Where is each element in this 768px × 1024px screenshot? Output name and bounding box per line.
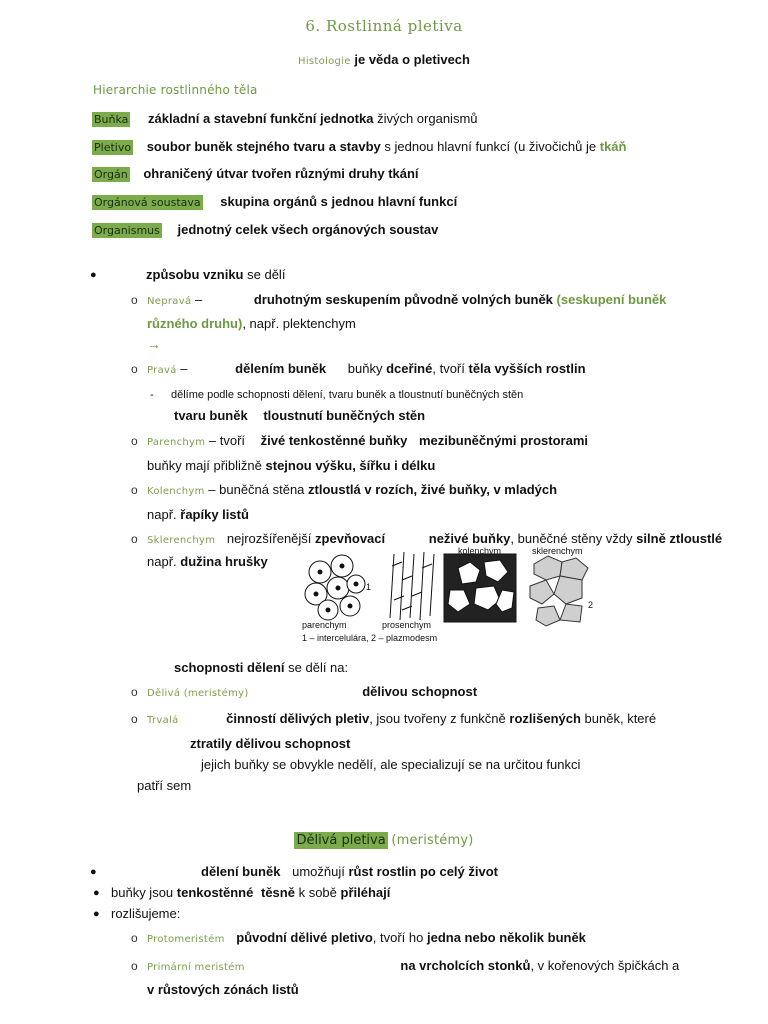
parenchym-line: [147, 433, 588, 451]
sub-bold1: tvaru buněk: [174, 408, 248, 423]
trvala-bold2: rozlišených: [509, 711, 581, 726]
label-parenchym: parenchym: [302, 620, 347, 630]
sklerenchym-normal2: , buněčné stěny vždy: [510, 531, 633, 546]
meristem-normal1: umožňují: [292, 864, 345, 879]
primar-line2: [147, 982, 299, 998]
parenchym-normal2: buňky mají přibližně: [147, 458, 262, 473]
prava-dash: –: [180, 361, 188, 376]
histologie-term: Histologie: [298, 56, 351, 67]
kolenchym-bold1: ztloustlá v rozích, živé buňky, v mladých: [308, 482, 558, 497]
delive-line: [147, 684, 477, 702]
label-kolenchym: kolenchym: [458, 546, 502, 556]
kolenchym-term: Kolenchym: [147, 486, 205, 497]
neprava-normal: , např. plektenchym: [242, 316, 356, 331]
sub-bold-line: [174, 408, 425, 424]
delive-term: Dělivá (meristémy): [147, 688, 249, 699]
circle-bullet: o: [131, 685, 138, 699]
meristem-l2-bold2: těsně: [260, 885, 295, 900]
parenchym-bold3: stejnou výšku, šířku i délku: [265, 458, 436, 473]
parenchym-term: Parenchym: [147, 437, 206, 448]
protomeristem-line: [147, 930, 586, 948]
hierarchy-item-pletivo: [92, 139, 626, 156]
sklerenchym-normal1: nejrozšířenější: [226, 531, 312, 546]
circle-bullet: o: [131, 483, 138, 497]
neprava-green2: různého druhu): [147, 316, 243, 331]
kolenchym-line: [147, 482, 557, 500]
label-sklerenchym: sklerenchym: [532, 546, 583, 556]
prava-bold3: těla vyšších rostlin: [468, 361, 586, 376]
trvala-line: [147, 711, 656, 729]
prava-normal1: buňky: [347, 361, 383, 376]
parenchym-line2: [147, 458, 435, 474]
hierarchy-item-bunka: [92, 111, 478, 128]
hierarchy-item-organ: [92, 166, 419, 183]
term-highlight: Pletivo: [94, 141, 132, 154]
circle-bullet: o: [131, 434, 138, 448]
kolenchym-line2: [147, 507, 249, 523]
meristem-l2-bold3: přiléhají: [340, 885, 391, 900]
hierarchy-item-organismus: [92, 222, 438, 239]
vznik-line: [146, 267, 285, 283]
hierarchy-text-normal: s jednou hlavní funkcí (u živočichů je: [384, 139, 597, 154]
trvala-line2: [190, 736, 350, 752]
vznik-normal: se dělí: [247, 267, 286, 282]
hierarchy-text: skupina orgánů s jednou hlavní funkcí: [220, 194, 458, 209]
term-highlight: Orgánová soustava: [94, 196, 201, 209]
sklerenchym-bold1: zpevňovací: [315, 531, 386, 546]
circle-bullet: o: [131, 532, 138, 546]
hierarchy-text-green: tkáň: [599, 139, 627, 154]
trvala-line4: patří sem: [137, 778, 192, 793]
hierarchy-text: jednotný celek všech orgánových soustav: [177, 222, 439, 237]
circle-bullet: o: [131, 362, 138, 376]
term-highlight: Organismus: [94, 224, 160, 237]
parenchym-normal1: – tvoří: [208, 433, 246, 448]
dash-bullet: -: [150, 389, 154, 401]
prava-line: [147, 361, 586, 379]
kolenchym-drawing: [444, 554, 516, 622]
meristem-heading-highlight: Dělivá pletiva: [296, 833, 386, 848]
meristem-l2-normal2: k sobě: [298, 885, 337, 900]
page-title: 6. Rostlinná pletiva: [305, 17, 463, 35]
figure-label-1: 1: [366, 582, 372, 592]
trvala-normal1: , jsou tvořeny z funkčně: [369, 711, 506, 726]
trvala-normal2: buněk, které: [584, 711, 657, 726]
prava-bold1: dělením buněk: [235, 361, 327, 376]
deleni-bold: schopnosti dělení: [174, 660, 285, 675]
meristem-bold1: dělení buněk: [201, 864, 281, 879]
hierarchy-text: ohraničený útvar tvořen různými druhy tkání: [143, 166, 419, 181]
hierarchy-text-normal: živých organismů: [377, 111, 478, 126]
label-prosenchym: prosenchym: [382, 620, 432, 630]
neprava-dash: –: [195, 292, 203, 307]
sub-bold2: tloustnutí buněčných stěn: [263, 408, 426, 423]
sklerenchym-term: Sklerenchym: [147, 535, 216, 546]
prava-normal2: , tvoří: [432, 361, 465, 376]
tissue-figure: [298, 546, 610, 646]
parenchym-bold1: živé tenkostěnné buňky: [260, 433, 408, 448]
circle-bullet: o: [131, 931, 138, 945]
parenchym-bold2: mezibuněčnými prostorami: [418, 433, 588, 448]
kolenchym-normal2: např.: [147, 507, 177, 522]
sklerenchym-bold4: dužina hrušky: [180, 554, 268, 569]
histologie-line: [0, 52, 768, 70]
trvala-line3: jejich buňky se obvykle nedělí, ale specializují se na určitou funkci: [201, 757, 581, 772]
primar-bold1: na vrcholcích stonků: [400, 958, 531, 973]
prosenchym-drawing: [390, 552, 434, 620]
sklerenchym-bold3: silně ztloustlé: [636, 531, 723, 546]
meristem-l2-bold1: tenkostěnné: [176, 885, 254, 900]
trvala-bold1: činností dělivých pletiv: [226, 711, 370, 726]
hierarchy-item-soustava: [92, 194, 457, 211]
delive-bold: dělivou schopnost: [362, 684, 478, 699]
neprava-line2: [147, 316, 356, 332]
neprava-green: (seskupení buněk: [556, 292, 667, 307]
protomeristem-normal1: , tvoří ho: [372, 930, 424, 945]
meristem-line1: [201, 864, 498, 880]
histologie-rest: je věda o pletivech: [354, 52, 470, 67]
neprava-term: Nepravá: [147, 296, 192, 307]
protomeristem-term: Protomeristém: [147, 934, 225, 945]
circle-bullet: o: [131, 293, 138, 307]
primar-normal1: , v kořenových špičkách a: [530, 958, 680, 973]
figure-label-2: 2: [588, 600, 594, 610]
circle-bullet: o: [131, 959, 138, 973]
hierarchy-heading: Hierarchie rostlinného těla: [93, 83, 258, 97]
deleni-line: [174, 660, 348, 676]
circle-bullet: o: [131, 712, 138, 726]
bullet: ●: [93, 887, 100, 899]
sklerenchym-normal3: např.: [147, 554, 177, 569]
hierarchy-text: soubor buněk stejného tvaru a stavby: [146, 139, 381, 154]
trvala-term: Trvalá: [147, 715, 179, 726]
meristem-line3: rozlišujeme:: [111, 906, 181, 921]
figure-caption: 1 – intercelulára, 2 – plazmodesm: [302, 633, 438, 643]
sklerenchym-bold2: neživé buňky: [428, 531, 511, 546]
prava-bold2: dceřiné: [386, 361, 433, 376]
deleni-normal: se dělí na:: [288, 660, 349, 675]
sklerenchym-line2: [147, 554, 268, 570]
primar-line: [147, 958, 679, 976]
primar-bold2: v růstových zónách listů: [147, 982, 299, 997]
parenchym-drawing: [305, 555, 365, 620]
bullet: ●: [93, 908, 100, 920]
meristem-line2: [111, 885, 390, 901]
kolenchym-normal1: – buněčná stěna: [208, 482, 305, 497]
bullet: ●: [90, 269, 97, 281]
hierarchy-text: základní a stavební funkční jednotka: [148, 111, 374, 126]
trvala-bold3: ztratily dělivou schopnost: [190, 736, 351, 751]
kolenchym-bold2: řapíky listů: [180, 507, 249, 522]
arrow-icon: →: [147, 336, 161, 352]
primar-term: Primární meristém: [147, 962, 245, 973]
protomeristem-bold1: původní dělivé pletivo: [236, 930, 373, 945]
sub-line: dělíme podle schopnosti dělení, tvaru buněk a tloustnutí buněčných stěn: [171, 389, 524, 401]
vznik-bold: způsobu vzniku: [146, 267, 244, 282]
term-highlight: Buňka: [94, 113, 129, 126]
protomeristem-bold2: jedna nebo několik buněk: [426, 930, 586, 945]
meristem-bold2: růst rostlin po celý život: [348, 864, 498, 879]
neprava-line: [147, 292, 666, 310]
meristem-l2-normal1: buňky jsou: [111, 885, 174, 900]
meristem-heading: [0, 832, 768, 849]
bullet: ●: [90, 866, 97, 878]
term-highlight: Orgán: [94, 168, 128, 181]
sklerenchym-drawing: [530, 556, 588, 626]
prava-term: Pravá: [147, 365, 177, 376]
neprava-bold: druhotným seskupením původně volných buněk: [253, 292, 553, 307]
meristem-heading-rest: (meristémy): [391, 833, 474, 848]
